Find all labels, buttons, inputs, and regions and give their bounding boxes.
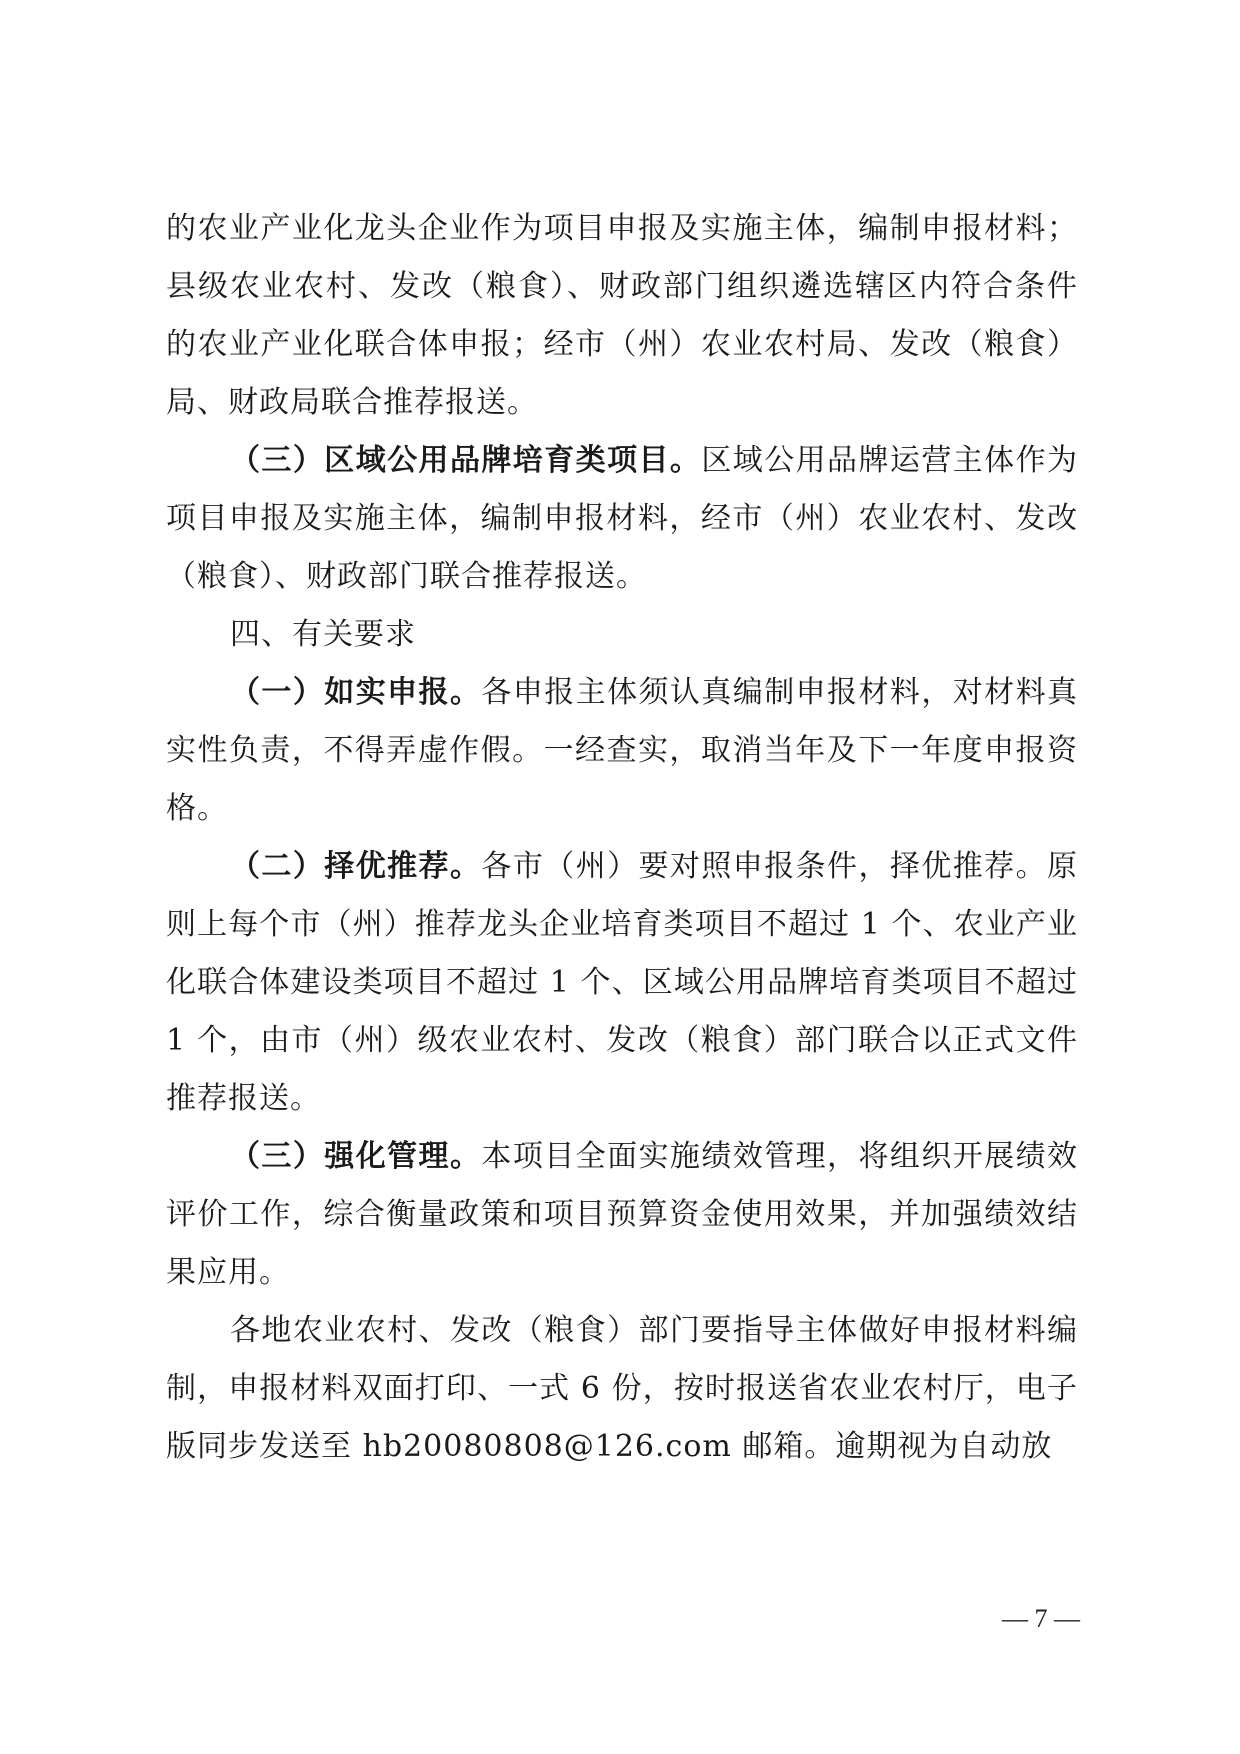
paragraph-text: 的农业产业化龙头企业作为项目申报及实施主体，编制申报材料；县级农业农村、发改（粮食）、财政部门组织遴选辖区内符合条件的农业产业化联合体申报；经市（州）农业农村局、发改（粮食）局、财政局联合推荐报送。 bbox=[166, 211, 1078, 420]
document-body bbox=[166, 200, 1078, 1476]
requirement-lead: （二）择优推荐。 bbox=[230, 849, 482, 884]
paragraph-lead: （三）区域公用品牌培育类项目。 bbox=[230, 443, 702, 478]
requirement-lead: （三）强化管理。 bbox=[230, 1139, 482, 1174]
requirement-text: 各市（州）要对照申报条件，择优推荐。原则上每个市（州）推荐龙头企业培育类项目不超过 1 个、农业产业化联合体建设类项目不超过 1 个、区域公用品牌培育类项目不超过 1 个，由市（州）级农业农村、发改（粮食）部门联合以正式文件推荐报送。 bbox=[166, 849, 1079, 1116]
requirement-lead: （一）如实申报。 bbox=[230, 675, 482, 710]
paragraph-text: 区域公用品牌运营主体作为项目申报及实施主体，编制申报材料，经市（州）农业农村、发改（粮食）、财政部门联合推荐报送。 bbox=[166, 443, 1079, 594]
requirement-text: 各申报主体须认真编制申报材料，对材料真实性负责，不得弄虚作假。一经查实，取消当年及下一年度申报资格。 bbox=[166, 675, 1079, 826]
requirement-text: 本项目全面实施绩效管理，将组织开展绩效评价工作，综合衡量政策和项目预算资金使用效果，并加强绩效结果应用。 bbox=[166, 1139, 1079, 1290]
requirement-management bbox=[166, 1128, 1078, 1302]
requirement-selection bbox=[166, 838, 1078, 1128]
closing-text: 各地农业农村、发改（粮食）部门要指导主体做好申报材料编制，申报材料双面打印、一式 6 份，按时报送省农业农村厅，电子版同步发送至 hb20080808@126.com 邮箱。逾期视为自动放 bbox=[166, 1313, 1078, 1464]
requirement-truthful bbox=[166, 664, 1078, 838]
paragraph-continuation bbox=[166, 200, 1078, 432]
page-number: — 7 — bbox=[1002, 1604, 1080, 1633]
paragraph-regional-brand bbox=[166, 432, 1078, 606]
closing-paragraph bbox=[166, 1302, 1078, 1476]
section-heading: 四、有关要求 bbox=[230, 617, 416, 652]
